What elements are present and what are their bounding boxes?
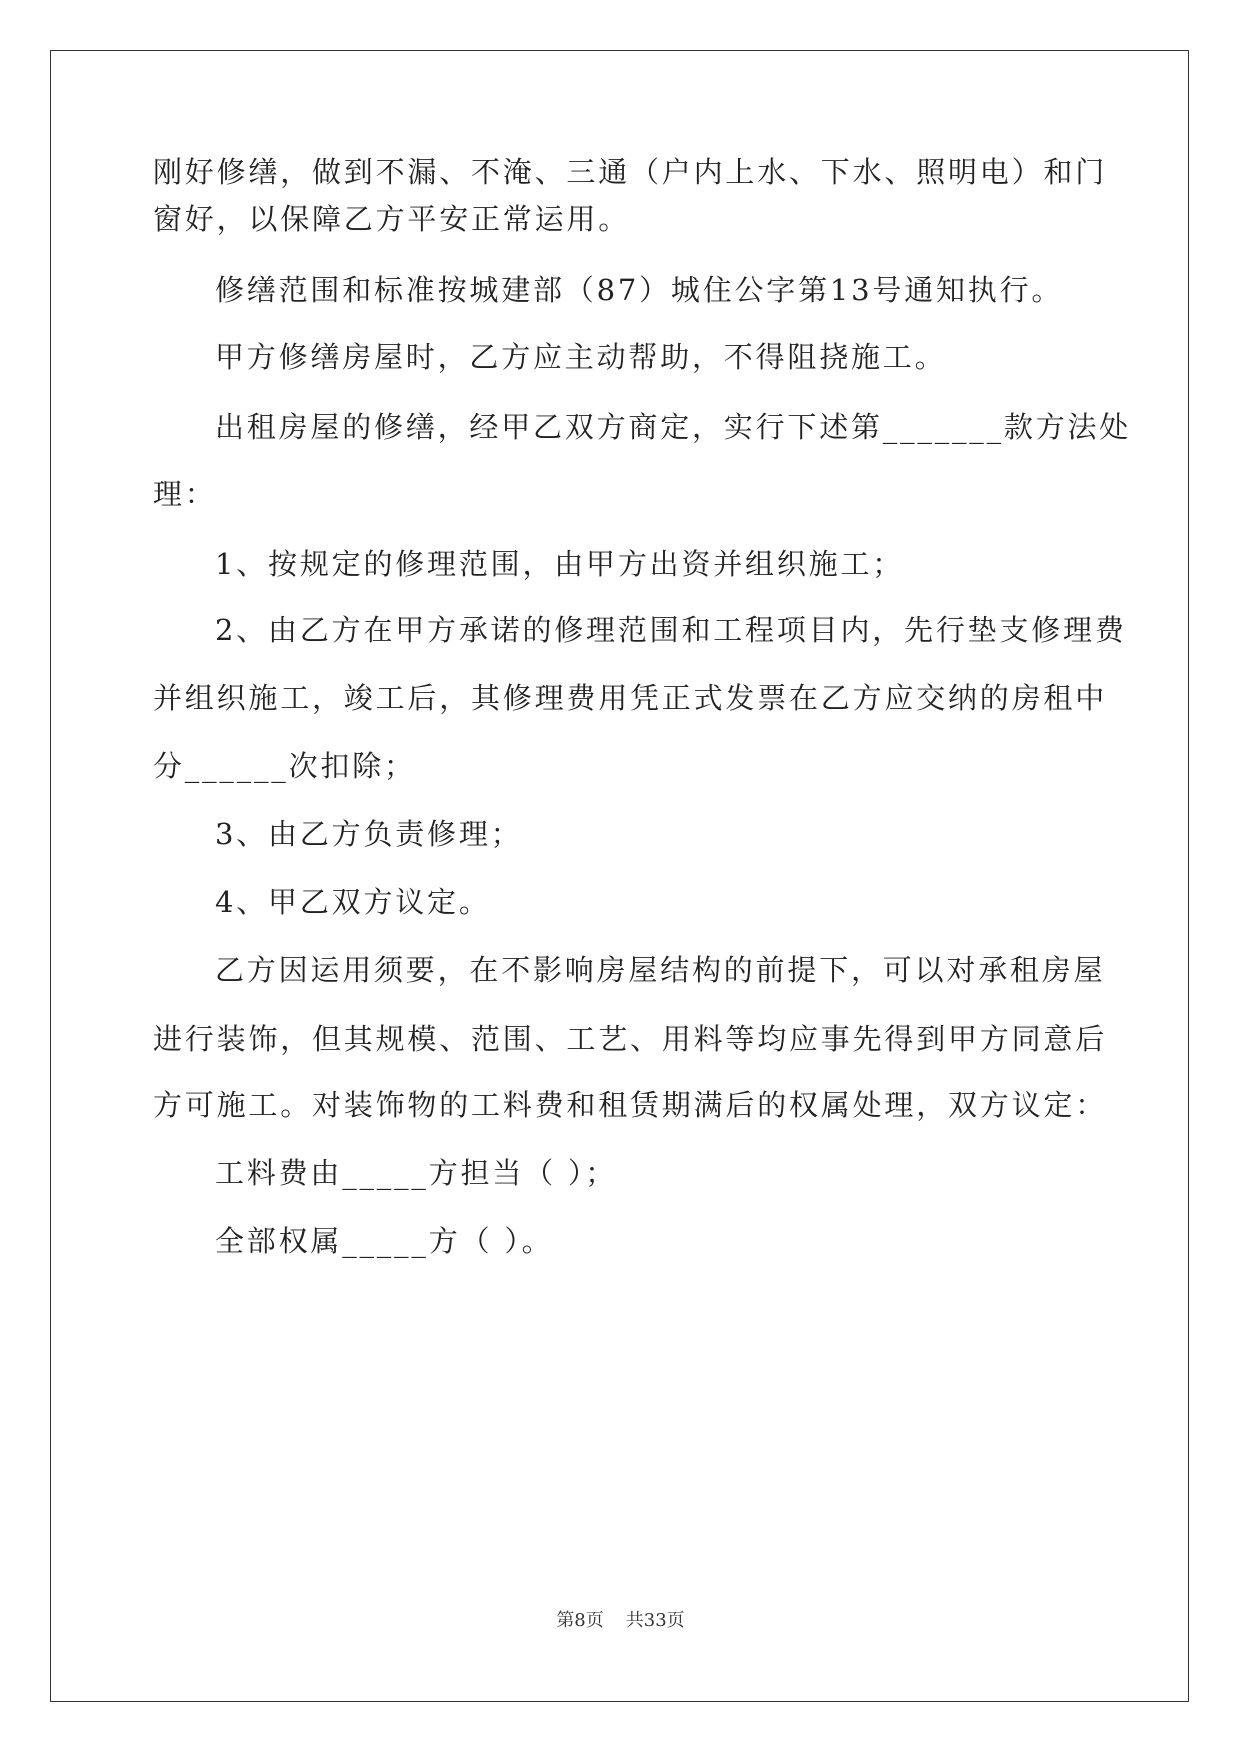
text-line: 分______次扣除； xyxy=(153,749,416,783)
text-line: 4、甲乙双方议定。 xyxy=(215,885,491,919)
text-line: 进行装饰，但其规模、范围、工艺、用料等均应事先得到甲方同意后 xyxy=(153,1022,1108,1056)
page-total: 共33页 xyxy=(625,1610,685,1631)
text-line: 2、由乙方在甲方承诺的修理范围和工程项目内，先行垫支修理费 xyxy=(215,613,1127,647)
text-line: 理： xyxy=(153,477,217,511)
text-line: 并组织施工，竣工后，其修理费用凭正式发票在乙方应交纳的房租中 xyxy=(153,681,1108,715)
text-line: 3、由乙方负责修理； xyxy=(215,817,523,851)
page-footer xyxy=(0,1606,1241,1632)
text-line: 1、按规定的修理范围，由甲方出资并组织施工； xyxy=(215,547,905,581)
text-line: 甲方修缮房屋时，乙方应主动帮助，不得阻挠施工。 xyxy=(215,340,947,374)
text-line: 工料费由_____方担当（ ）； xyxy=(215,1156,618,1190)
text-line: 刚好修缮，做到不漏、不淹、三通（户内上水、下水、照明电）和门 xyxy=(153,155,1108,189)
text-line: 乙方因运用须要，在不影响房屋结构的前提下，可以对承租房屋 xyxy=(215,953,1106,987)
text-line: 修缮范围和标准按城建部（87）城住公字第13号通知执行。 xyxy=(215,273,1064,307)
page-number: 第8页 xyxy=(556,1610,604,1631)
text-line: 窗好，以保障乙方平安正常运用。 xyxy=(153,202,631,236)
text-line: 出租房屋的修缮，经甲乙双方商定，实行下述第_______款方法处 xyxy=(215,410,1132,444)
text-line: 全部权属_____方（ ）。 xyxy=(215,1224,554,1258)
text-line: 方可施工。对装饰物的工料费和租赁期满后的权属处理，双方议定： xyxy=(153,1088,1108,1122)
